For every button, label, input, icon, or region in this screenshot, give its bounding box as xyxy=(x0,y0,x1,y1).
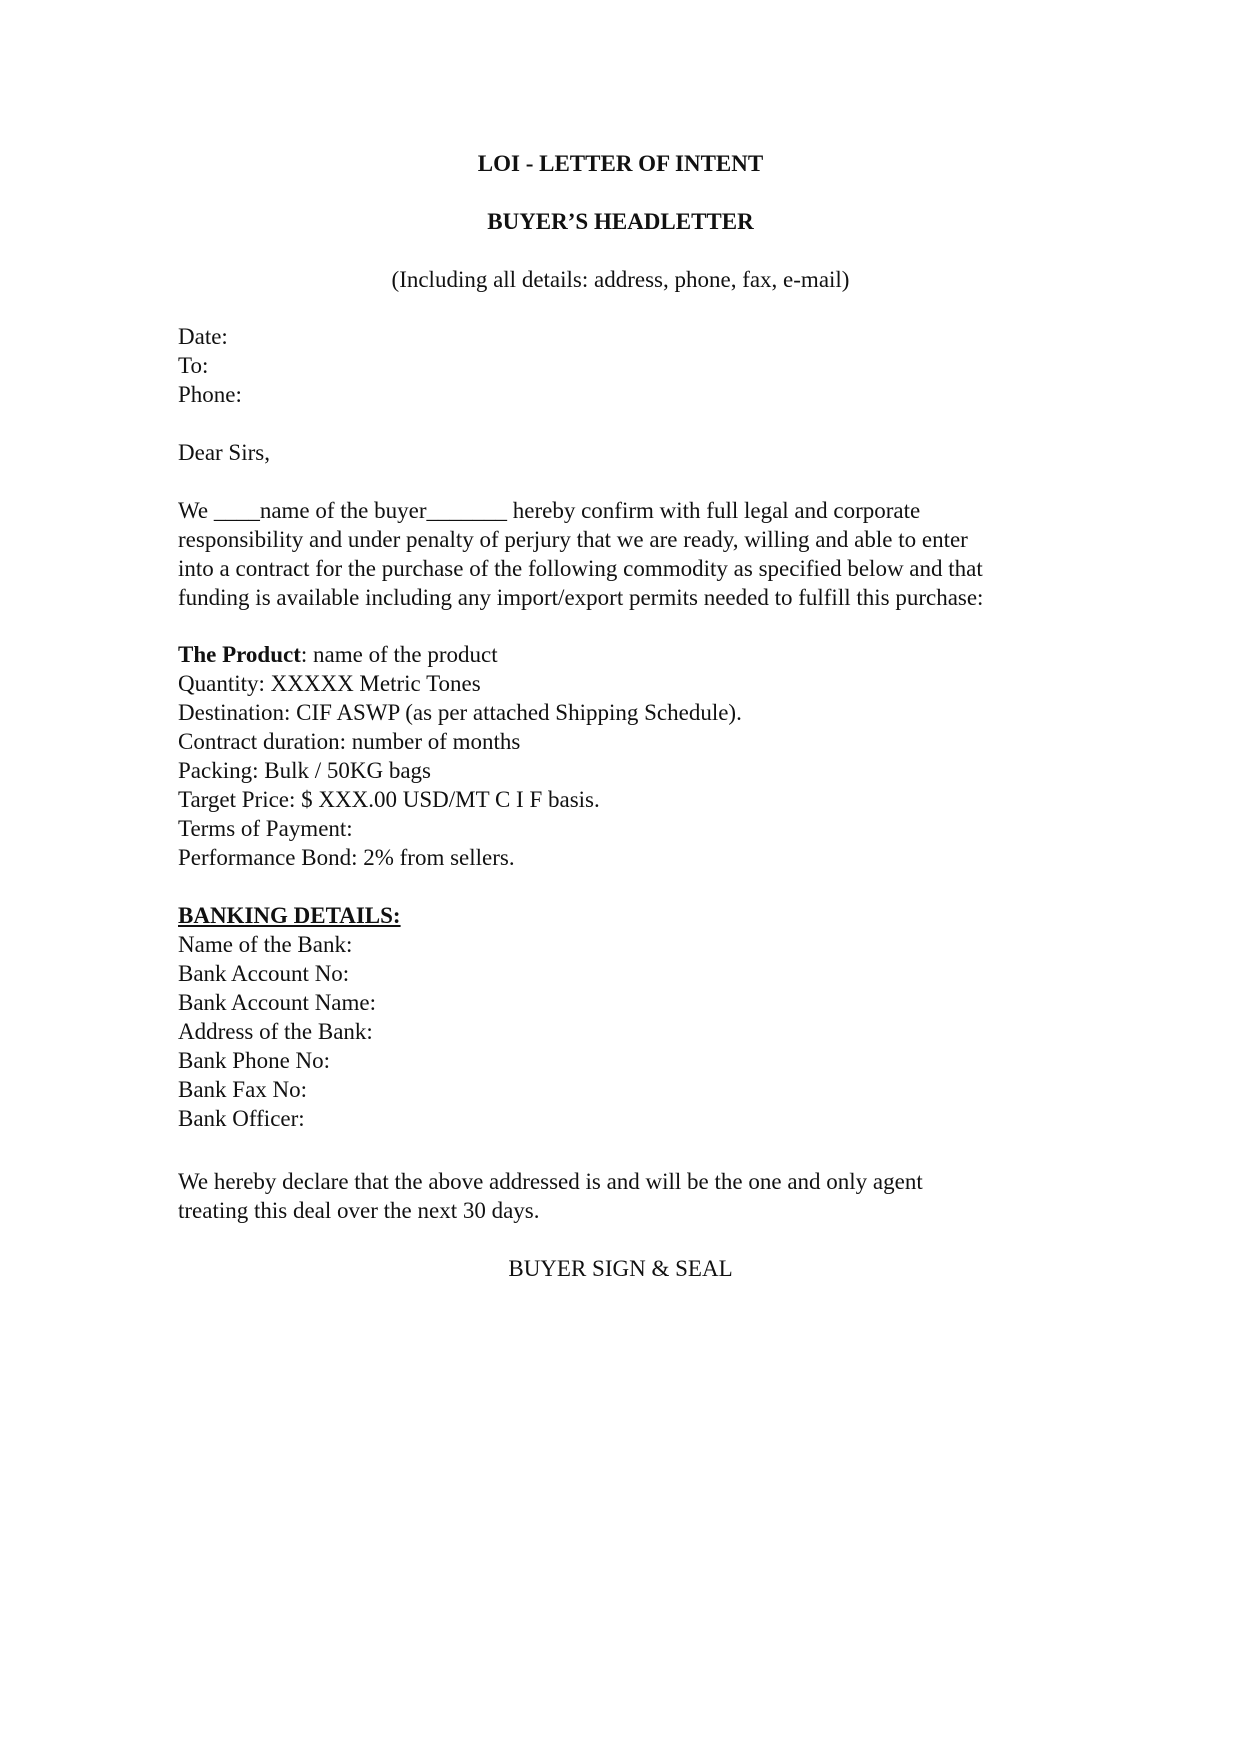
destination-line: Destination: CIF ASWP (as per attached Shipping Schedule). xyxy=(178,700,742,725)
performance-bond-line: Performance Bond: 2% from sellers. xyxy=(178,845,515,870)
target-price-line: Target Price: $ XXX.00 USD/MT C I F basis. xyxy=(178,787,600,812)
document-subtitle: BUYER’S HEADLETTER xyxy=(487,209,754,234)
product-line xyxy=(178,640,1078,669)
bank-account-name-line: Bank Account Name: xyxy=(178,990,377,1015)
terms-of-payment-line: Terms of Payment: xyxy=(178,816,353,841)
contract-duration-line: Contract duration: number of months xyxy=(178,729,521,754)
bank-account-no-line: Bank Account No: xyxy=(178,961,350,986)
salutation-text: Dear Sirs, xyxy=(178,440,270,465)
intro-paragraph xyxy=(178,496,1078,612)
document-title: LOI - LETTER OF INTENT xyxy=(477,151,764,176)
product-section xyxy=(178,640,1078,872)
bank-name-line: Name of the Bank: xyxy=(178,932,353,957)
quantity-line: Quantity: XXXXX Metric Tones xyxy=(178,671,481,696)
intro-line: funding is available including any import/export permits needed to fulfill this purchase: xyxy=(178,585,984,610)
salutation xyxy=(178,438,1078,467)
product-value: : name of the product xyxy=(300,642,498,667)
signature-line: BUYER SIGN & SEAL xyxy=(508,1256,733,1281)
bank-address-line: Address of the Bank: xyxy=(178,1019,373,1044)
intro-line: responsibility and under penalty of perjury that we are ready, willing and able to enter xyxy=(178,527,968,552)
date-field-label: Date: xyxy=(178,324,228,349)
header-fields xyxy=(178,322,1078,409)
to-field-label: To: xyxy=(178,353,209,378)
banking-section xyxy=(178,901,1078,1133)
product-label: The Product xyxy=(178,642,301,667)
intro-line: We ____name of the buyer_______ hereby confirm with full legal and corporate xyxy=(178,498,921,523)
header-note: (Including all details: address, phone, fax, e-mail) xyxy=(391,267,850,292)
bank-officer-line: Bank Officer: xyxy=(178,1106,305,1131)
intro-line: into a contract for the purchase of the following commodity as specified below and that xyxy=(178,556,983,581)
declaration-paragraph xyxy=(178,1167,1078,1225)
declaration-line: treating this deal over the next 30 days. xyxy=(178,1198,540,1223)
packing-line: Packing: Bulk / 50KG bags xyxy=(178,758,431,783)
bank-fax-line: Bank Fax No: xyxy=(178,1077,308,1102)
banking-heading: BANKING DETAILS: xyxy=(178,903,401,928)
bank-phone-line: Bank Phone No: xyxy=(178,1048,331,1073)
declaration-line: We hereby declare that the above addressed is and will be the one and only agent xyxy=(178,1169,923,1194)
phone-field-label: Phone: xyxy=(178,382,242,407)
